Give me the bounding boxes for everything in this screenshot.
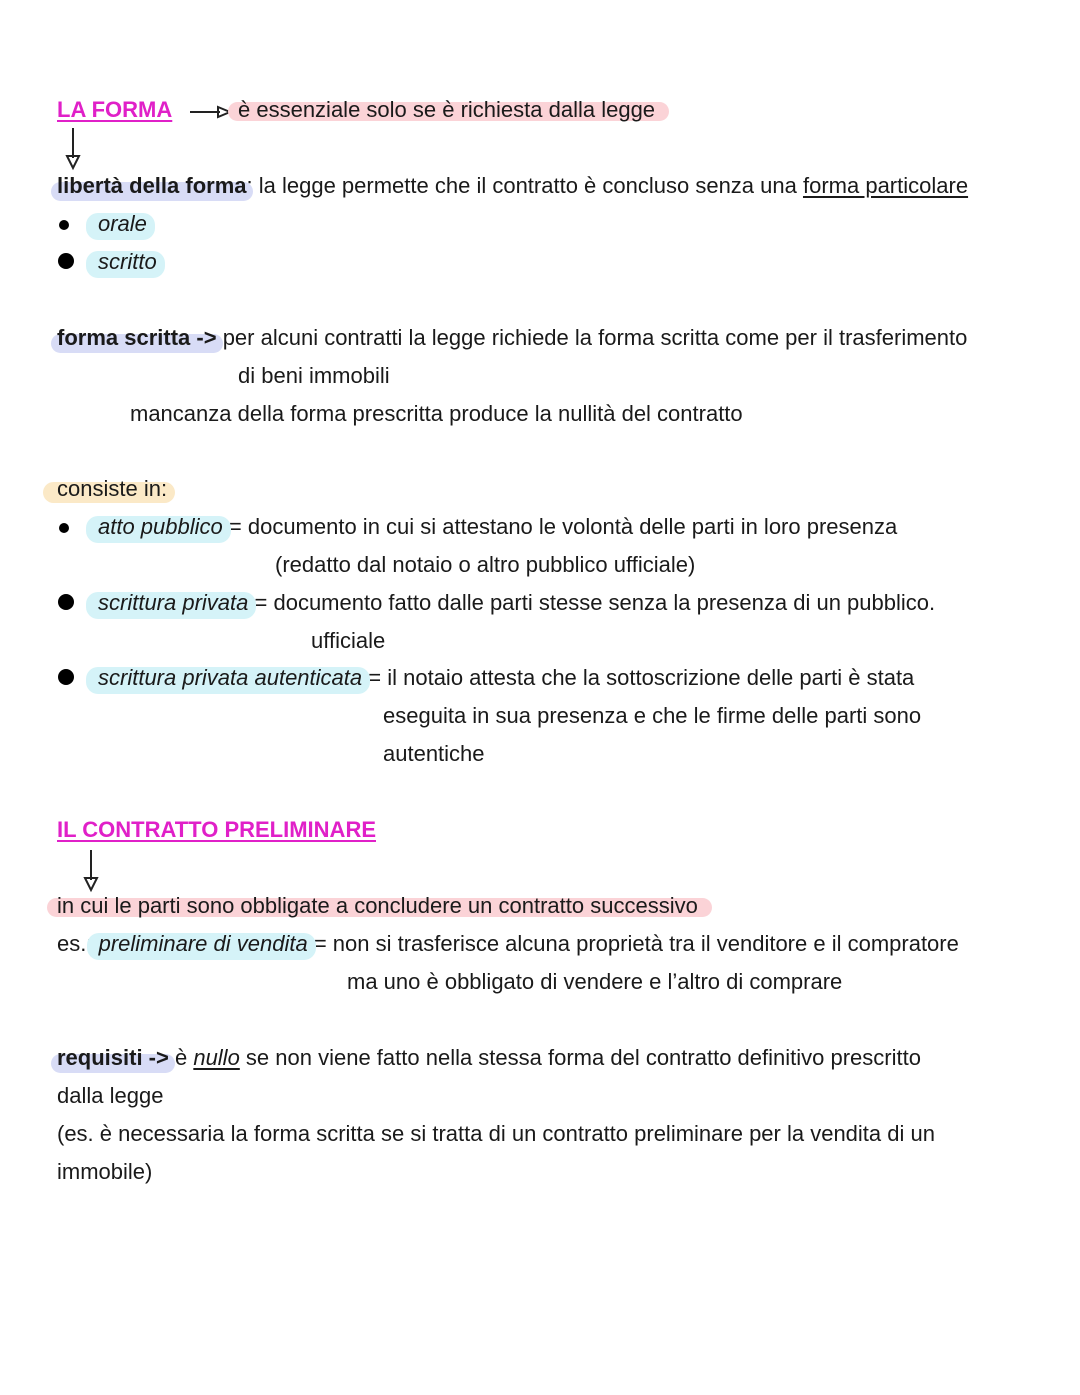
requisiti-line3: (es. è necessaria la forma scritta se si tratta di un contratto preliminare per la vendita di un: [57, 1121, 935, 1146]
item-line1: il notaio attesta che la sottoscrizione delle parti è stata: [387, 665, 915, 690]
consiste-item: [98, 513, 897, 541]
requisiti-pre: è: [168, 1045, 194, 1070]
liberta-colon: :: [246, 173, 253, 198]
item-eq: =: [222, 514, 248, 539]
definition-line: [57, 892, 698, 920]
option-line: [98, 210, 147, 238]
forma-scritta-line2: di beni immobili: [238, 363, 390, 388]
example-eq: =: [307, 931, 333, 956]
option-scritto: scritto: [98, 249, 157, 274]
liberta-text: la legge permette che il contratto è concluso senza una: [252, 173, 803, 198]
item-term: atto pubblico: [98, 514, 223, 539]
bullet-dot: [59, 523, 69, 533]
item-line3: autentiche: [383, 741, 485, 766]
consiste-label: consiste in:: [57, 476, 168, 501]
requisiti-line: [57, 1044, 921, 1072]
item-eq: =: [248, 590, 274, 615]
forma-scritta-term: forma scritta ->: [57, 325, 217, 350]
consiste-item: [98, 589, 935, 617]
section-title-la-forma-line: [57, 96, 172, 124]
liberta-underlined: forma particolare: [802, 173, 969, 198]
forma-scritta-text: per alcuni contratti la legge richiede la forma scritta come per il trasferimento: [222, 325, 968, 350]
bullet-dot: [59, 220, 69, 230]
liberta-term: libertà della forma: [57, 173, 247, 198]
definition: in cui le parti sono obbligate a concludere un contratto successivo: [57, 893, 698, 918]
item-line1: documento fatto dalle parti stesse senza la presenza di un pubblico.: [273, 590, 936, 615]
bullet-dot: [58, 669, 74, 685]
item-line2: ufficiale: [311, 628, 386, 653]
right-arrow-icon: [190, 104, 232, 120]
option-line: [98, 248, 157, 276]
requisiti-nullo: nullo: [193, 1045, 240, 1070]
down-arrow-icon: [64, 128, 82, 170]
bullet-dot: [58, 253, 74, 269]
item-term: scrittura privata autenticata: [98, 665, 363, 690]
example-line2: ma uno è obbligato di vendere e l’altro di comprare: [347, 969, 843, 994]
forma-scritta-line3: mancanza della forma prescritta produce la nullità del contratto: [130, 401, 743, 426]
example-line: [57, 930, 959, 958]
consiste-item: [98, 664, 914, 692]
example-line1: non si trasferisce alcuna proprietà tra il venditore e il compratore: [332, 931, 959, 956]
section-title: IL CONTRATTO PRELIMINARE: [57, 817, 376, 842]
example-term: preliminare di vendita: [98, 931, 308, 956]
requisiti-line2: dalla legge: [57, 1083, 164, 1108]
title-note: è essenziale solo se è richiesta dalla legge: [238, 97, 656, 122]
item-line2: eseguita in sua presenza e che le firme delle parti sono: [383, 703, 922, 728]
requisiti-term: requisiti ->: [57, 1045, 169, 1070]
bullet-dot: [58, 594, 74, 610]
section-title: LA FORMA: [57, 97, 173, 122]
section-title-preliminare-line: [57, 816, 376, 844]
example-prefix: es.:: [57, 931, 93, 956]
item-line2: (redatto dal notaio o altro pubblico ufficiale): [275, 552, 696, 577]
requisiti-line4: immobile): [57, 1159, 153, 1184]
liberta-line: [57, 172, 968, 200]
requisiti-rest: se non viene fatto nella stessa forma del contratto definitivo prescritto: [239, 1045, 921, 1070]
option-orale: orale: [98, 211, 147, 236]
item-term: scrittura privata: [98, 590, 249, 615]
down-arrow-icon: [82, 850, 100, 892]
item-line1: documento in cui si attestano le volontà delle parti in loro presenza: [247, 514, 898, 539]
consiste-label-line: [57, 475, 167, 503]
item-eq: =: [362, 665, 388, 690]
title-note-line: [238, 96, 655, 124]
forma-scritta-line: [57, 324, 967, 352]
